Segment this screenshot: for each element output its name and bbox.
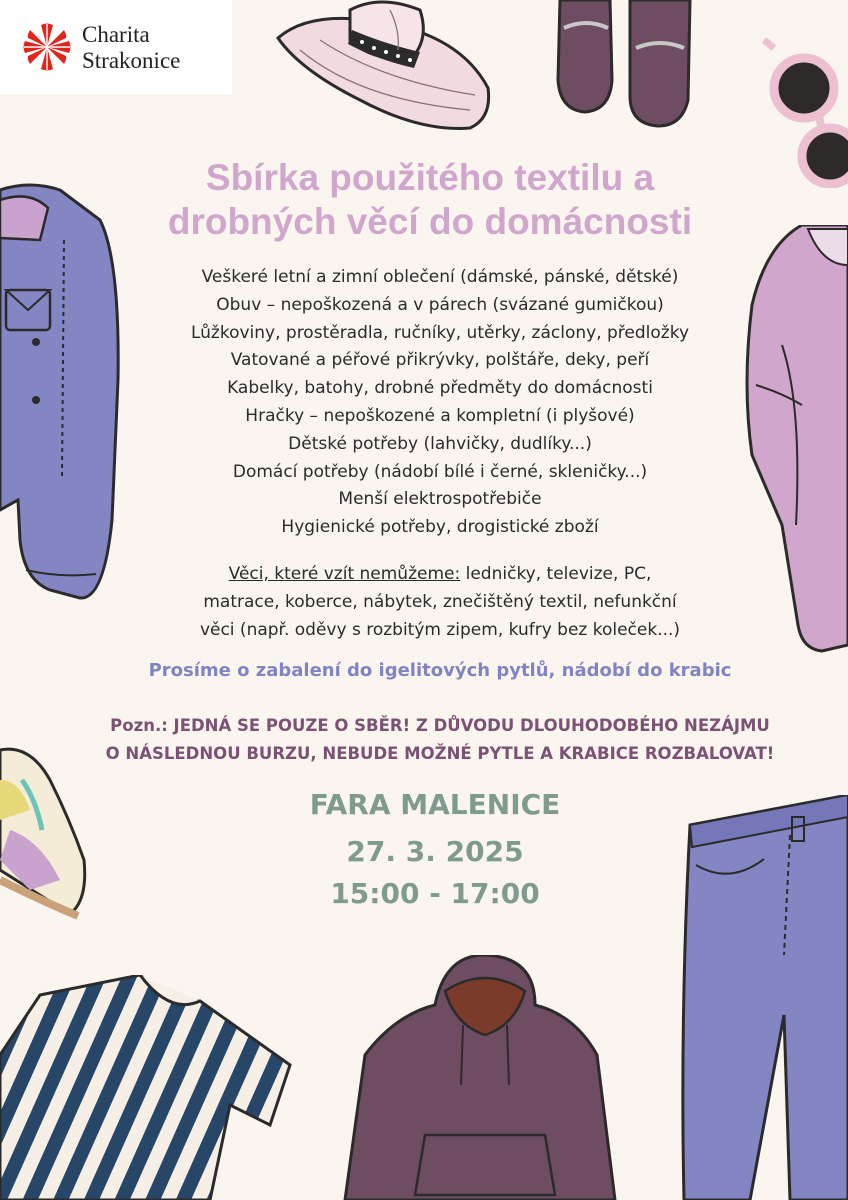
list-item: Hygienické potřeby, drogistické zboží	[281, 517, 599, 538]
event-place: FARA MALENICE	[309, 788, 561, 821]
jeans-icon	[680, 795, 848, 1200]
exclusions-text-1: ledničky, televize, PC,	[460, 564, 652, 584]
list-item: Lůžkoviny, prostěradla, ručníky, utěrky, záclony, předložky	[190, 322, 690, 343]
hoodie-icon	[335, 955, 625, 1200]
event-time: 15:00 - 17:00	[330, 877, 540, 910]
exclusions-text-3: věci (např. oděvy s rozbitým zipem, kufry bez koleček...)	[199, 620, 681, 640]
striped-tshirt-icon	[0, 975, 300, 1200]
warning-line-1: Pozn.: JEDNÁ SE POUZE O SBĚR! Z DŮVODU DLOUHODOBÉHO NEZÁJMU	[110, 716, 770, 735]
title-line-2: drobných věcí do domácnosti	[167, 201, 693, 242]
warning-line-2: O NÁSLEDNOU BURZU, NEBUDE MOŽNÉ PYTLE A KRABICE ROZBALOVAT!	[105, 744, 775, 763]
logo-line-1: Charita	[82, 22, 150, 47]
sun-hat-icon	[270, 0, 495, 132]
page-title	[60, 156, 800, 244]
warning-note	[40, 712, 840, 768]
packing-note: Prosíme o zabalení do igelitových pytlů, nádobí do krabic	[148, 660, 732, 681]
charita-logo	[0, 0, 232, 94]
list-item: Domácí potřeby (nádobí bílé i černé, skleničky...)	[232, 461, 648, 482]
charita-cross-icon	[22, 22, 72, 72]
title-line-1: Sbírka použitého textilu a	[205, 157, 655, 198]
event-date: 27. 3. 2025	[346, 835, 524, 868]
logo-line-2: Strakonice	[82, 48, 181, 73]
list-item: Kabelky, batohy, drobné předměty do domácnosti	[227, 378, 653, 399]
exclusions-label: Věci, které vzít nemůžeme:	[228, 564, 461, 584]
loafers-icon	[550, 0, 700, 130]
list-item: Obuv – nepoškozená a v párech (svázané gumičkou)	[216, 294, 664, 315]
cardigan-icon	[742, 225, 848, 655]
list-item: Dětské potřeby (lahvičky, dudlíky...)	[288, 433, 592, 454]
list-item: Menší elektrospotřebiče	[338, 489, 542, 510]
accepted-items-list	[140, 264, 740, 542]
logo-text	[82, 22, 180, 74]
exclusions-paragraph	[150, 560, 730, 644]
list-item: Vatované a péřové přikrývky, polštáře, deky, peří	[230, 350, 650, 371]
exclusions-text-2: matrace, koberce, nábytek, znečištěný textil, nefunkční	[203, 592, 677, 612]
list-item: Hračky – nepoškozené a kompletní (i plyšové)	[245, 405, 635, 426]
list-item: Veškeré letní a zimní oblečení (dámské, pánské, dětské)	[201, 267, 679, 287]
